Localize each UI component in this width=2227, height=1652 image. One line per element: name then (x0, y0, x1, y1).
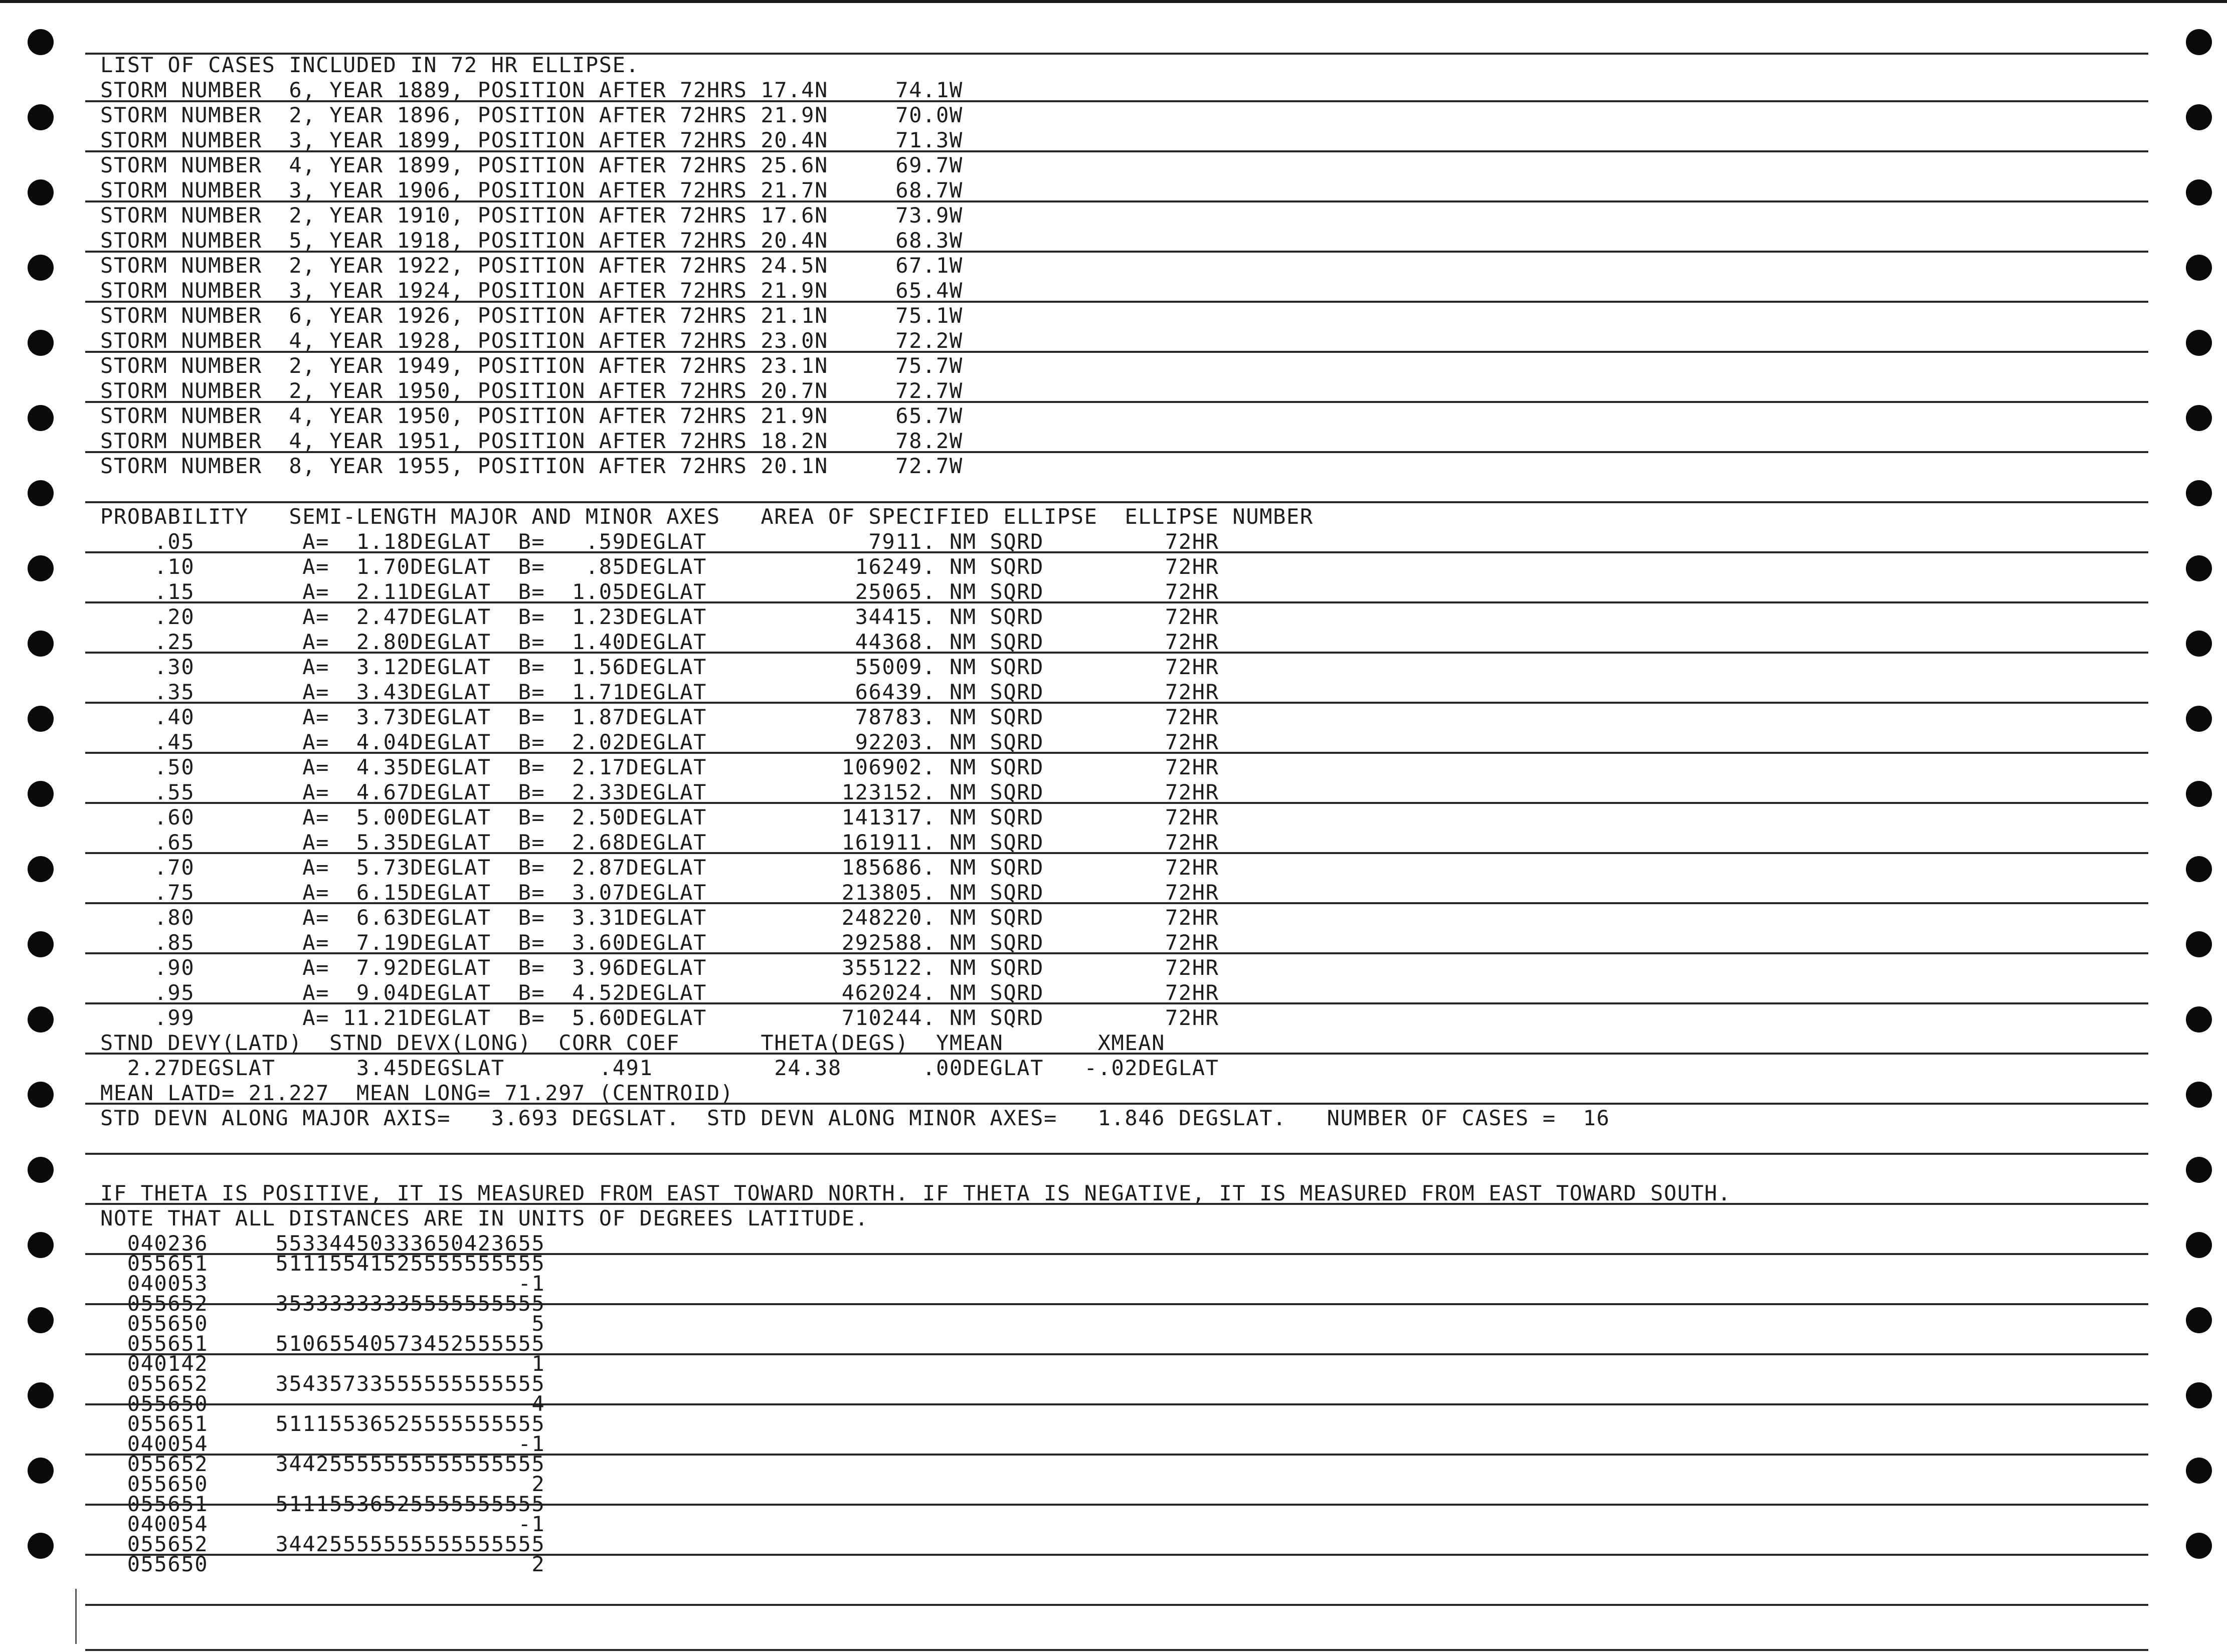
stats-values: 2.27DEGSLAT 3.45DEGSLAT .491 24.38 .00DEGLAT -.02DEGLAT (100, 1056, 1219, 1080)
code-row: 040054 -1 (100, 1512, 545, 1536)
feed-hole (2186, 29, 2212, 55)
feed-hole (28, 1232, 54, 1258)
feed-hole (28, 1382, 54, 1408)
probability-row: .35 A= 3.43DEGLAT B= 1.71DEGLAT 66439. NM SQRD 72HR (100, 680, 1219, 704)
code-row: 055652 34425555555555555555 (100, 1452, 545, 1476)
code-row: 055650 2 (100, 1472, 545, 1496)
code-row: 055650 4 (100, 1391, 545, 1416)
probability-row: .55 A= 4.67DEGLAT B= 2.33DEGLAT 123152. NM SQRD 72HR (100, 780, 1219, 804)
code-row: 055652 34425555555555555555 (100, 1532, 545, 1556)
ruled-line (85, 501, 2148, 503)
probability-row: .90 A= 7.92DEGLAT B= 3.96DEGLAT 355122. NM SQRD 72HR (100, 955, 1219, 980)
case-row: STORM NUMBER 3, YEAR 1924, POSITION AFTER 72HRS 21.9N 65.4W (100, 278, 963, 303)
code-row: 040142 1 (100, 1351, 545, 1376)
probability-row: .10 A= 1.70DEGLAT B= .85DEGLAT 16249. NM SQRD 72HR (100, 554, 1219, 579)
case-row: STORM NUMBER 2, YEAR 1950, POSITION AFTER 72HRS 20.7N 72.7W (100, 378, 963, 403)
feed-hole (28, 1082, 54, 1108)
feed-hole (2186, 1232, 2212, 1258)
ruled-line (85, 1153, 2148, 1155)
case-row: STORM NUMBER 6, YEAR 1889, POSITION AFTER 72HRS 17.4N 74.1W (100, 78, 963, 102)
code-row: 040053 -1 (100, 1271, 545, 1296)
ruled-line (85, 1649, 2148, 1651)
cases-heading: LIST OF CASES INCLUDED IN 72 HR ELLIPSE. (100, 53, 640, 77)
probability-row: .30 A= 3.12DEGLAT B= 1.56DEGLAT 55009. NM SQRD 72HR (100, 655, 1219, 679)
probability-row: .85 A= 7.19DEGLAT B= 3.60DEGLAT 292588. NM SQRD 72HR (100, 930, 1219, 955)
case-row: STORM NUMBER 2, YEAR 1910, POSITION AFTER 72HRS 17.6N 73.9W (100, 203, 963, 228)
theta-note: IF THETA IS POSITIVE, IT IS MEASURED FROM EAST TOWARD NORTH. IF THETA IS NEGATIVE, IT IS MEASURED FROM EAST TOWARD SOUTH. (100, 1181, 1732, 1205)
stats-header: STND DEVY(LATD) STND DEVX(LONG) CORR COEF THETA(DEGS) YMEAN XMEAN (100, 1030, 1166, 1055)
code-row: 055650 2 (100, 1552, 545, 1576)
probability-row: .80 A= 6.63DEGLAT B= 3.31DEGLAT 248220. NM SQRD 72HR (100, 905, 1219, 930)
feed-hole (28, 104, 54, 130)
feed-hole (2186, 1382, 2212, 1408)
code-row: 055651 51115536525555555555 (100, 1411, 545, 1436)
axes-summary: STD DEVN ALONG MAJOR AXIS= 3.693 DEGSLAT. STD DEVN ALONG MINOR AXES= 1.846 DEGSLAT. NUMBER OF CASES = 16 (100, 1106, 1610, 1130)
feed-hole (2186, 1458, 2212, 1484)
code-row: 055652 35333333335555555555 (100, 1291, 545, 1316)
feed-hole (2186, 631, 2212, 657)
case-row: STORM NUMBER 2, YEAR 1922, POSITION AFTER 72HRS 24.5N 67.1W (100, 253, 963, 278)
probability-header: PROBABILITY SEMI-LENGTH MAJOR AND MINOR AXES AREA OF SPECIFIED ELLIPSE ELLIPSE NUMBER (100, 504, 1314, 529)
case-row: STORM NUMBER 4, YEAR 1951, POSITION AFTER 72HRS 18.2N 78.2W (100, 429, 963, 453)
probability-row: .15 A= 2.11DEGLAT B= 1.05DEGLAT 25065. NM SQRD 72HR (100, 579, 1219, 604)
feed-hole (2186, 179, 2212, 205)
probability-row: .50 A= 4.35DEGLAT B= 2.17DEGLAT 106902. NM SQRD 72HR (100, 755, 1219, 779)
feed-hole (2186, 1157, 2212, 1183)
ruled-line (85, 1604, 2148, 1606)
probability-row: .60 A= 5.00DEGLAT B= 2.50DEGLAT 141317. NM SQRD 72HR (100, 805, 1219, 830)
probability-row: .05 A= 1.18DEGLAT B= .59DEGLAT 7911. NM SQRD 72HR (100, 529, 1219, 554)
case-row: STORM NUMBER 2, YEAR 1949, POSITION AFTER 72HRS 23.1N 75.7W (100, 353, 963, 378)
feed-hole (28, 480, 54, 506)
probability-row: .75 A= 6.15DEGLAT B= 3.07DEGLAT 213805. NM SQRD 72HR (100, 880, 1219, 905)
feed-hole (2186, 405, 2212, 431)
feed-hole (28, 781, 54, 807)
feed-hole (28, 706, 54, 732)
case-row: STORM NUMBER 4, YEAR 1950, POSITION AFTER 72HRS 21.9N 65.7W (100, 403, 963, 428)
mean-position: MEAN LATD= 21.227 MEAN LONG= 71.297 (CENTROID) (100, 1081, 734, 1105)
code-row: 040054 -1 (100, 1431, 545, 1456)
feed-hole (28, 255, 54, 281)
binder-mark (75, 1589, 77, 1644)
probability-row: .45 A= 4.04DEGLAT B= 2.02DEGLAT 92203. NM SQRD 72HR (100, 730, 1219, 754)
case-row: STORM NUMBER 6, YEAR 1926, POSITION AFTER 72HRS 21.1N 75.1W (100, 303, 963, 328)
feed-hole (28, 1307, 54, 1333)
case-row: STORM NUMBER 4, YEAR 1899, POSITION AFTER 72HRS 25.6N 69.7W (100, 153, 963, 177)
feed-hole (2186, 781, 2212, 807)
feed-hole (28, 330, 54, 356)
probability-row: .65 A= 5.35DEGLAT B= 2.68DEGLAT 161911. NM SQRD 72HR (100, 830, 1219, 855)
code-row: 055651 51065540573452555555 (100, 1331, 545, 1356)
feed-hole (2186, 1006, 2212, 1032)
feed-hole (2186, 856, 2212, 882)
code-row: 055651 51115541525555555555 (100, 1251, 545, 1276)
feed-hole (28, 179, 54, 205)
feed-hole (28, 1006, 54, 1032)
code-row: 055651 51115536525555555555 (100, 1492, 545, 1516)
feed-hole (28, 29, 54, 55)
feed-hole (28, 856, 54, 882)
feed-hole (28, 405, 54, 431)
code-row: 040236 55334450333650423655 (100, 1231, 545, 1256)
probability-row: .99 A= 11.21DEGLAT B= 5.60DEGLAT 710244. NM SQRD 72HR (100, 1005, 1219, 1030)
feed-hole (2186, 555, 2212, 581)
case-row: STORM NUMBER 5, YEAR 1918, POSITION AFTER 72HRS 20.4N 68.3W (100, 228, 963, 253)
feed-hole (28, 931, 54, 957)
feed-hole (2186, 255, 2212, 281)
feed-hole (2186, 480, 2212, 506)
feed-hole (28, 631, 54, 657)
case-row: STORM NUMBER 8, YEAR 1955, POSITION AFTER 72HRS 20.1N 72.7W (100, 454, 963, 478)
feed-hole (28, 1458, 54, 1484)
case-row: STORM NUMBER 3, YEAR 1906, POSITION AFTER 72HRS 21.7N 68.7W (100, 178, 963, 202)
code-row: 055652 35435733555555555555 (100, 1371, 545, 1396)
feed-hole (28, 1157, 54, 1183)
probability-row: .25 A= 2.80DEGLAT B= 1.40DEGLAT 44368. NM SQRD 72HR (100, 630, 1219, 654)
feed-hole (28, 555, 54, 581)
feed-hole (2186, 1307, 2212, 1333)
code-row: 055650 5 (100, 1311, 545, 1336)
case-row: STORM NUMBER 3, YEAR 1899, POSITION AFTER 72HRS 20.4N 71.3W (100, 128, 963, 152)
paper-top-edge (0, 0, 2227, 3)
feed-hole (2186, 706, 2212, 732)
feed-hole (2186, 1082, 2212, 1108)
probability-row: .20 A= 2.47DEGLAT B= 1.23DEGLAT 34415. NM SQRD 72HR (100, 604, 1219, 629)
units-note: NOTE THAT ALL DISTANCES ARE IN UNITS OF DEGREES LATITUDE. (100, 1206, 869, 1230)
feed-hole (28, 1533, 54, 1559)
feed-hole (2186, 104, 2212, 130)
feed-hole (2186, 330, 2212, 356)
feed-hole (2186, 931, 2212, 957)
probability-row: .40 A= 3.73DEGLAT B= 1.87DEGLAT 78783. NM SQRD 72HR (100, 705, 1219, 729)
probability-row: .95 A= 9.04DEGLAT B= 4.52DEGLAT 462024. NM SQRD 72HR (100, 980, 1219, 1005)
feed-hole (2186, 1533, 2212, 1559)
case-row: STORM NUMBER 4, YEAR 1928, POSITION AFTER 72HRS 23.0N 72.2W (100, 328, 963, 353)
case-row: STORM NUMBER 2, YEAR 1896, POSITION AFTER 72HRS 21.9N 70.0W (100, 103, 963, 127)
probability-row: .70 A= 5.73DEGLAT B= 2.87DEGLAT 185686. NM SQRD 72HR (100, 855, 1219, 880)
